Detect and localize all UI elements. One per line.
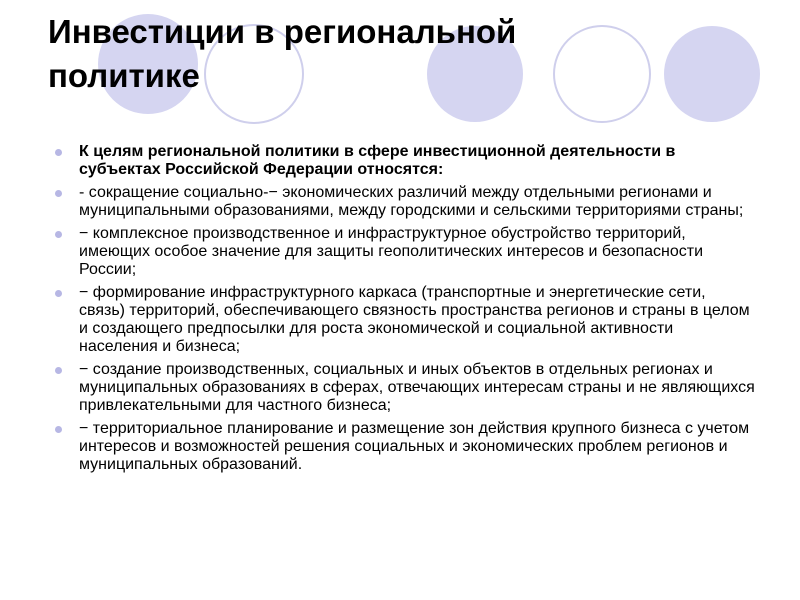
bullet-item-reduce-disparities [55,184,755,220]
bullet-item-intro [55,143,755,179]
bullet-item-create-facilities [55,361,755,415]
bullet-dot-icon [55,190,62,197]
bullet-text: − формирование инфраструктурного каркаса (транспортные и энергетические сети, связь) территорий, обеспечивающего связность пространства регионов и страны в целом и создающего предпосылки для роста экономической и социальной активности населения и бизнеса; [79,284,750,355]
bullet-text: − создание производственных, социальных и иных объектов в отдельных регионах и муниципальных образованиях в сферах, отвечающих интересам страны и не являющихся привлекательными для частного бизнеса; [79,361,755,414]
bullet-text: К целям региональной политики в сфере инвестиционной деятельности в субъектах Российской Федерации относятся: [79,143,676,178]
bullet-dot-icon [55,426,62,433]
bullet-text: - сокращение социально-− экономических различий между отдельными регионами и муниципальными образованиями, между городскими и сельскими территориями страны; [79,184,744,219]
bullet-dot-icon [55,290,62,297]
slide-title [48,10,648,98]
bullet-item-infrastructure-framework [55,284,755,356]
bullet-text: − комплексное производственное и инфраструктурное обустройство территорий, имеющих особое значение для защиты геополитических интересов и безопасности России; [79,225,704,278]
filled-circle-3 [664,26,760,122]
bullet-dot-icon [55,149,62,156]
slide-title-line-2: политике [48,57,200,94]
bullet-list [55,143,755,479]
bullet-dot-icon [55,367,62,374]
slide-title-line-1: Инвестиции в региональной [48,13,517,50]
bullet-dot-icon [55,231,62,238]
bullet-text: − территориальное планирование и размещение зон действия крупного бизнеса с учетом интересов и возможностей решения социальных и экономических проблем регионов и муниципальных образований. [79,420,750,473]
bullet-item-infrastructure-development [55,225,755,279]
bullet-item-territorial-planning [55,420,755,474]
